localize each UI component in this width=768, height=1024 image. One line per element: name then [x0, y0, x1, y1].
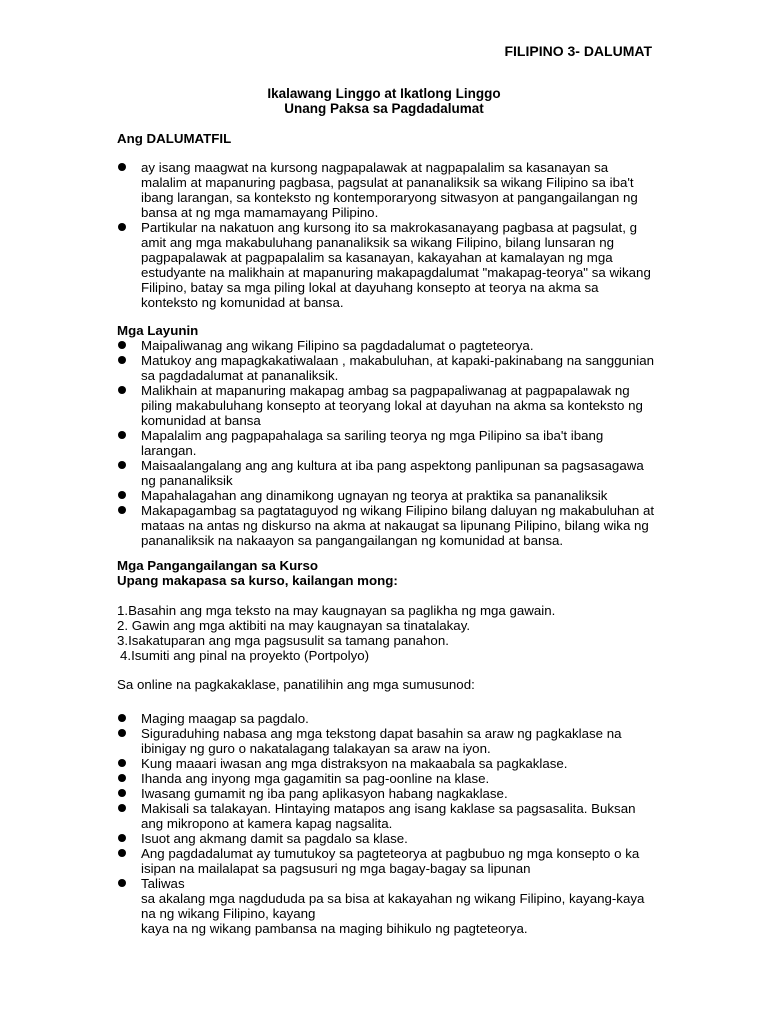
- trailing-line: kaya na ng wikang pambansa na maging bihikulo ng pagteteorya.: [141, 921, 528, 936]
- list-item: Maipaliwanag ang wikang Filipino sa pagdadalumat o pagteteorya.: [117, 338, 657, 353]
- list-item: Maisaalangalang ang ang kultura at iba pang aspektong panlipunan sa pagsasagawa ng pananaliksik: [117, 458, 657, 488]
- list-item: Mapahalagahan ang dinamikong ugnayan ng teorya at praktika sa pananaliksik: [117, 488, 657, 503]
- online-section: [117, 677, 657, 936]
- dalumatfil-list: [117, 160, 657, 310]
- list-item: Mapalalim ang pagpapahalaga sa sariling teorya ng mga Pilipino sa iba't ibang larangan.: [117, 428, 657, 458]
- list-item: Kung maaari iwasan ang mga distraksyon na makaabala sa pagkaklase.: [117, 756, 657, 771]
- requirement-item: 1.Basahin ang mga teksto na may kaugnayan sa paglikha ng mga gawain.: [117, 603, 556, 618]
- requirement-item: 4.Isumiti ang pinal na proyekto (Portpolyo): [120, 648, 370, 663]
- dalumatfil-heading: Ang DALUMATFIL: [117, 131, 232, 146]
- requirements-section: [117, 558, 657, 663]
- title-line-1: Ikalawang Linggo at Ikatlong Linggo: [267, 86, 501, 101]
- dalumatfil-section: [117, 131, 657, 310]
- list-item: Taliwas: [117, 876, 657, 891]
- layunin-section: [117, 323, 657, 548]
- list-item: Siguraduhing nabasa ang mga tekstong dapat basahin sa araw ng pagkaklase na ibinigay ng guro o nakatalagang talakayan sa araw na iyon.: [117, 726, 657, 756]
- list-item: Malikhain at mapanuring makapag ambag sa pagpapaliwanag at pagpapalawak ng piling makabuluhang konsepto at teoryang lokal at dayuhan na akma sa konteksto ng komunidad at bansa: [117, 383, 657, 428]
- layunin-heading: Mga Layunin: [117, 323, 199, 338]
- online-list: [117, 711, 657, 891]
- list-item: Maging maagap sa pagdalo.: [117, 711, 657, 726]
- title-line-2: Unang Paksa sa Pagdadalumat: [284, 101, 484, 116]
- list-item: Makisali sa talakayan. Hintaying matapos ang isang kaklase sa pagsasalita. Buksan ang mikropono at kamera kapag nagsalita.: [117, 801, 657, 831]
- document-header: FILIPINO 3- DALUMAT: [504, 43, 652, 59]
- requirements-subheading: Upang makapasa sa kurso, kailangan mong:: [117, 573, 398, 588]
- requirement-item: 3.Isakatuparan ang mga pagsusulit sa tamang panahon.: [117, 633, 449, 648]
- document-title: [0, 86, 768, 116]
- requirements-list: [117, 603, 657, 663]
- list-item: Iwasang gumamit ng iba pang aplikasyon habang nagkaklase.: [117, 786, 657, 801]
- list-item: Isuot ang akmang damit sa pagdalo sa klase.: [117, 831, 657, 846]
- online-trailing-text: [117, 891, 657, 936]
- list-item: Ihanda ang inyong mga gagamitin sa pag-oonline na klase.: [117, 771, 657, 786]
- requirements-heading: Mga Pangangailangan sa Kurso: [117, 558, 318, 573]
- list-item: Partikular na nakatuon ang kursong ito sa makrokasanayang pagbasa at pagsulat, g amit ang mga makabuluhang pananaliksik sa wikang Filipino, bilang lunsaran ng pagpapalawak at pagpapalalim sa kasanayan, kakayahan at kamalayan ng mga estudyante na malikhain at mapanuring makapagdalumat "makapag-teorya" sa wikang Filipino, batay sa mga piling lokal at dayuhang konsepto at teorya na akma sa konteksto ng komunidad at bansa.: [117, 220, 657, 310]
- list-item: ay isang maagwat na kursong nagpapalawak at nagpapalalim sa kasanayan sa malalim at mapanuring pagbasa, pagsulat at pananaliksik sa wikang Filipino sa iba't ibang larangan, sa konteksto ng kontemporaryong sitwasyon at pangangailangan ng bansa at ng mga mamamayang Pilipino.: [117, 160, 657, 220]
- list-item: Ang pagdadalumat ay tumutukoy sa pagteteorya at pagbubuo ng mga konsepto o ka isipan na mailalapat sa pagsusuri ng mga bagay-bagay sa lipunan: [117, 846, 657, 876]
- trailing-line: sa akalang mga nagdududa pa sa bisa at kakayahan ng wikang Filipino, kayang-kaya na ng wikang Filipino, kayang: [141, 891, 645, 921]
- list-item: Makapagambag sa pagtataguyod ng wikang Filipino bilang daluyan ng makabuluhan at mataas na antas ng diskurso na akma at nakaugat sa lipunang Pilipino, bilang wika ng pananaliksik na nakaayon sa pangangailangan ng komunidad at bansa.: [117, 503, 657, 548]
- online-intro: Sa online na pagkakaklase, panatilihin ang mga sumusunod:: [117, 677, 475, 692]
- requirement-item: 2. Gawin ang mga aktibiti na may kaugnayan sa tinatalakay.: [117, 618, 471, 633]
- layunin-list: [117, 338, 657, 548]
- list-item: Matukoy ang mapagkakatiwalaan , makabuluhan, at kapaki-pakinabang na sanggunian sa pagdadalumat at pananaliksik.: [117, 353, 657, 383]
